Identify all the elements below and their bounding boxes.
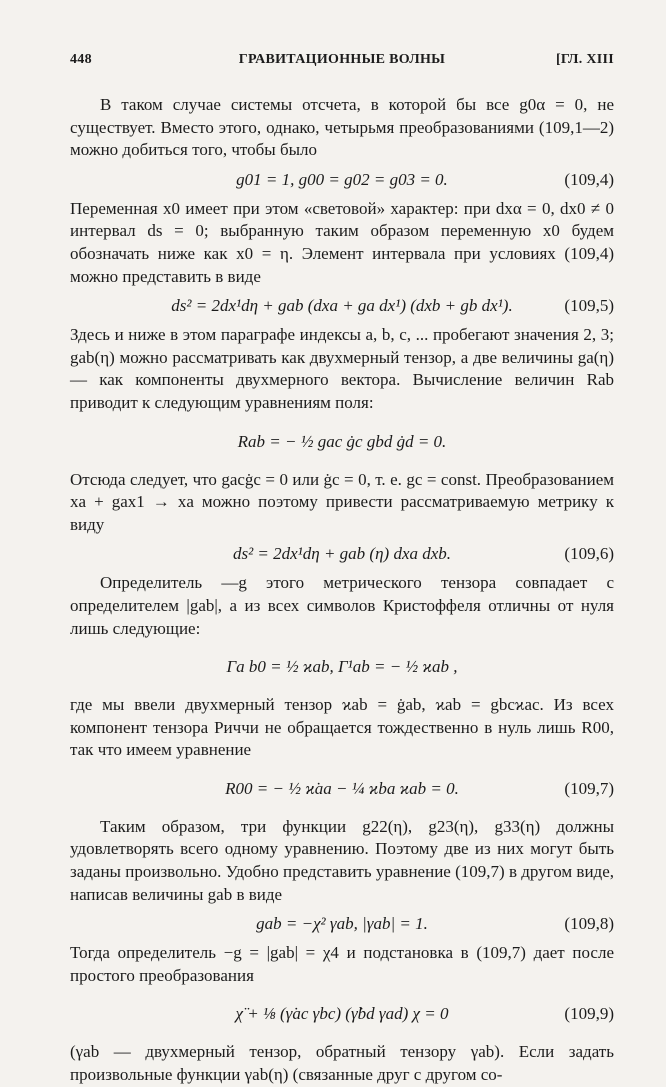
equation (70, 293, 614, 319)
paragraph: Таким образом, три функции g22(η), g23(η), g33(η) должны удовлетворять всего одному уравнению. Поэтому две из них могут быть заданы произвольно. Удобно представить уравнение (109,7) в другом виде, написав величины gab в виде (70, 816, 614, 904)
page-number: 448 (70, 52, 92, 67)
equation (70, 421, 614, 463)
equation-formula: R00 = − ½ ϰ̇aa − ¼ ϰba ϰab = 0. (225, 778, 459, 798)
page-body (70, 94, 614, 1087)
equation (70, 646, 614, 688)
paragraph: где мы ввели двухмерный тензор ϰab = ġab, ϰab = gbcϰac. Из всех компонент тензора Риччи не обращается тождественно в нуль лишь R00, так что имеем уравнение (70, 695, 614, 760)
equation-formula: Rab = − ½ gac ġc gbd ġd = 0. (237, 431, 447, 451)
equation-number: (109,4) (564, 169, 614, 189)
chapter-label: [ГЛ. XIII (555, 52, 614, 67)
equation (70, 768, 614, 810)
equation-formula: gab = −χ² γab, |γab| = 1. (256, 914, 428, 934)
equation (70, 167, 614, 193)
equation-formula: ds² = 2dx¹dη + gab (dxa + ga dx¹) (dxb + gb dx¹). (171, 296, 513, 316)
equation-number: (109,9) (564, 1004, 614, 1024)
equation-formula: ds² = 2dx¹dη + gab (η) dxa dxb. (232, 544, 452, 564)
paragraph: Отсюда следует, что gacġc = 0 или ġc = 0, т. е. gc = const. Преобразованием xa + gax1 → xa можно поэтому привести рассматриваемую метрику к виду (70, 469, 614, 534)
equation-formula: Γa b0 = ½ ϰab, Γ¹ab = − ½ ϰab , (226, 657, 458, 677)
equation-formula: g01 = 1, g00 = g02 = g03 = 0. (236, 169, 448, 189)
equation-number: (109,6) (564, 544, 614, 564)
paragraph: Определитель —g этого метрического тензора совпадает с определителем |gab|, а из всех символов Кристоффеля отличны от нуля лишь следующие: (70, 573, 614, 638)
paragraph: (γab — двухмерный тензор, обратный тензору γab). Если задать произвольные функции γab(η) (связанные друг с другом со- (70, 1042, 614, 1085)
paragraph: Тогда определитель −g = |gab| = χ4 и подстановка в (109,7) дает после простого преобразования (70, 943, 614, 985)
paragraph: Здесь и ниже в этом параграфе индексы a, b, c, ... пробегают значения 2, 3; gab(η) можно рассматривать как двухмерный тензор, а две величины ga(η) — как компоненты двухмерного вектора. Вычисление величин Rab приводит к следующим уравнениям поля: (70, 325, 614, 412)
equation (70, 911, 614, 937)
paragraph: В таком случае системы отсчета, в которой бы все g0α = 0, не существует. Вместо этого, однако, четырьмя преобразованиями (109,1—2) можно добиться того, чтобы было (70, 95, 614, 160)
running-title: ГРАВИТАЦИОННЫЕ ВОЛНЫ (238, 52, 446, 67)
equation-number: (109,7) (564, 778, 614, 798)
equation-number: (109,8) (564, 914, 614, 934)
equation-number: (109,5) (564, 296, 614, 316)
equation (70, 541, 614, 567)
equation-formula: χ̈ + ⅛ (γ̇ac γbc) (γ̇bd γad) χ = 0 (235, 1004, 449, 1024)
paragraph: Переменная x0 имеет при этом «световой» характер: при dxα = 0, dx0 ≠ 0 интервал ds = 0; выбранную таким образом переменную x0 будем обозначать ниже как x0 = η. Элемент интервала при условиях (109,4) можно представить в виде (70, 198, 614, 286)
running-header (70, 52, 614, 74)
